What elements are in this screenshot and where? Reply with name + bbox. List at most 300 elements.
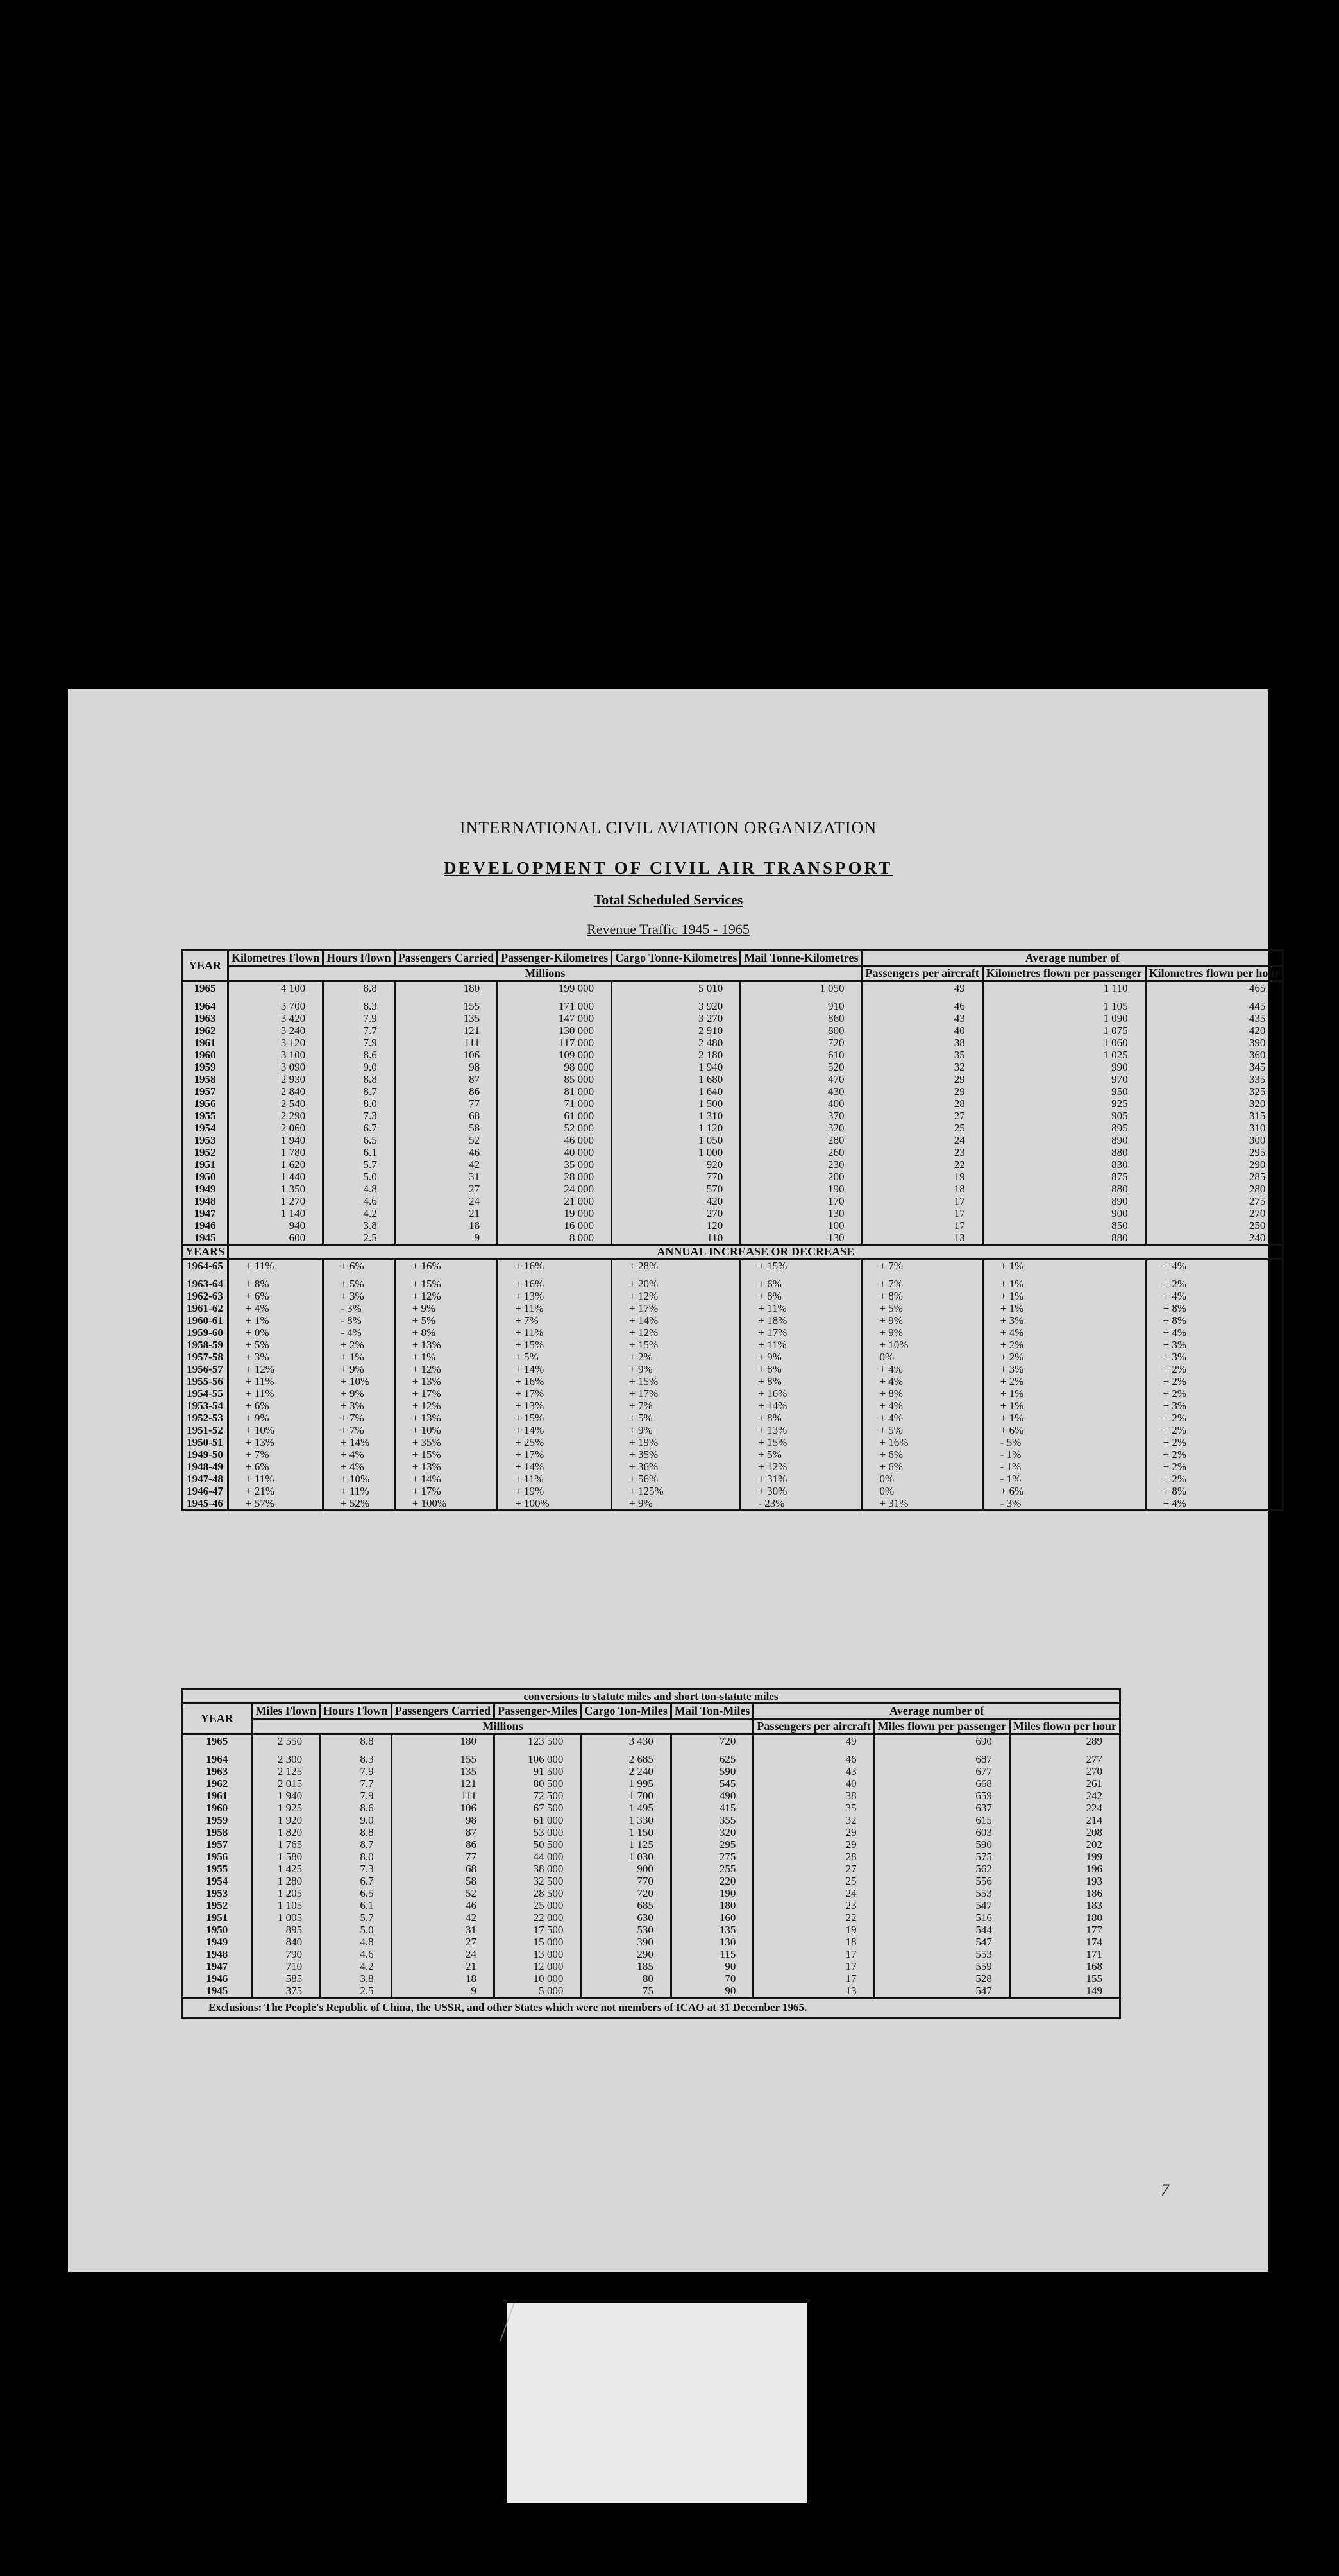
table-cell: 17 (862, 1219, 982, 1232)
table-cell: 85 000 (498, 1073, 612, 1085)
row-year: 1952 (182, 1899, 253, 1911)
table-cell: + 9% (323, 1387, 395, 1400)
document-subtitle-years: Revenue Traffic 1945 - 1965 (587, 921, 750, 937)
table-cell: 2 480 (612, 1037, 741, 1049)
table-cell: + 8% (862, 1290, 982, 1302)
table-cell: 430 (741, 1085, 862, 1097)
table-cell: 19 (862, 1171, 982, 1183)
table-cell: + 15% (612, 1339, 741, 1351)
table-cell: + 3% (323, 1290, 395, 1302)
table-cell: 4.8 (323, 1183, 395, 1195)
table-cell: + 7% (862, 1259, 982, 1273)
table-cell: 5.0 (320, 1924, 392, 1936)
table-cell: + 1% (323, 1351, 395, 1363)
table-cell: + 13% (741, 1424, 862, 1436)
table-row (182, 1387, 1283, 1400)
table-cell: 86 (391, 1838, 494, 1851)
row-year: 1949 (182, 1183, 228, 1195)
table-cell: 880 (982, 1232, 1145, 1245)
col-header-miles-per-hour: Miles flown per hour (1009, 1719, 1120, 1734)
table-cell: - 1% (982, 1448, 1145, 1461)
table-cell: 29 (862, 1085, 982, 1097)
table-row (182, 1734, 1120, 1748)
table-row (182, 1838, 1120, 1851)
row-year: 1962 (182, 1777, 253, 1790)
table-cell: + 4% (1145, 1259, 1283, 1273)
table-cell: + 13% (228, 1436, 323, 1448)
table-cell: 1 005 (252, 1911, 320, 1924)
table-cell: + 4% (1145, 1497, 1283, 1511)
table-cell: + 4% (323, 1461, 395, 1473)
table-cell: - 1% (982, 1473, 1145, 1485)
table-cell: + 3% (228, 1351, 323, 1363)
table-cell: 22 (754, 1911, 874, 1924)
table-cell: + 6% (228, 1461, 323, 1473)
table-row (182, 1085, 1283, 1097)
table-cell: + 9% (612, 1363, 741, 1375)
table-cell: 3 700 (228, 1000, 323, 1012)
table-cell: + 6% (982, 1424, 1145, 1436)
table-cell: 490 (671, 1790, 754, 1802)
table-cell: 285 (1145, 1171, 1283, 1183)
spacer-cell (182, 1747, 253, 1753)
spacer-cell (498, 994, 612, 1000)
table-cell: 15 000 (494, 1936, 581, 1948)
row-year: 1955 (182, 1863, 253, 1875)
revenue-traffic-table (181, 949, 1284, 1511)
table-cell: 0% (862, 1473, 982, 1485)
table-cell: + 125% (612, 1485, 741, 1497)
table-cell: + 2% (1145, 1461, 1283, 1473)
table-cell: + 2% (1145, 1424, 1283, 1436)
table-cell: + 15% (741, 1259, 862, 1273)
table-row (182, 1826, 1120, 1838)
table-cell: 1 060 (982, 1037, 1145, 1049)
table-cell: 86 (394, 1085, 497, 1097)
spacer-cell (671, 1747, 754, 1753)
row-year: 1948 (182, 1195, 228, 1207)
table-cell: 90 (671, 1985, 754, 1998)
table-cell: + 2% (1145, 1387, 1283, 1400)
table-row (182, 1061, 1283, 1073)
row-year: 1957-58 (182, 1351, 228, 1363)
table-cell: + 13% (394, 1375, 497, 1387)
table-cell: 130 (741, 1232, 862, 1245)
table-cell: 35 (754, 1802, 874, 1814)
spacer-cell (982, 1272, 1145, 1278)
table-cell: 7.3 (320, 1863, 392, 1875)
col-header-passengers: Passengers Carried (394, 951, 497, 966)
table-cell: 2 550 (252, 1734, 320, 1748)
spacer-cell (754, 1747, 874, 1753)
table-row (182, 1351, 1283, 1363)
table-cell: + 57% (228, 1497, 323, 1511)
table-cell: 1 330 (581, 1814, 671, 1826)
table-row (182, 1049, 1283, 1061)
spacer-cell (182, 1272, 228, 1278)
table-cell: 8.3 (323, 1000, 395, 1012)
table-cell: 1 105 (982, 1000, 1145, 1012)
table-cell: 320 (671, 1826, 754, 1838)
table-cell: + 5% (741, 1448, 862, 1461)
table-cell: + 15% (741, 1436, 862, 1448)
table-cell: + 100% (498, 1497, 612, 1511)
table-row (182, 1790, 1120, 1802)
table-cell: 149 (1009, 1985, 1120, 1998)
table-cell: + 14% (394, 1473, 497, 1485)
table-cell: 77 (394, 1097, 497, 1110)
table-cell: 68 (391, 1863, 494, 1875)
table-cell: 25 (862, 1122, 982, 1134)
table-cell: 710 (252, 1960, 320, 1972)
table-row (182, 1259, 1283, 1273)
units-label: Millions (228, 966, 862, 981)
table-cell: 553 (874, 1887, 1009, 1899)
table-cell: 668 (874, 1777, 1009, 1790)
table-row (182, 1290, 1283, 1302)
table-cell: + 10% (323, 1473, 395, 1485)
table-cell: 677 (874, 1765, 1009, 1777)
table-cell: + 11% (498, 1326, 612, 1339)
table-cell: 1 090 (982, 1012, 1145, 1024)
table-cell: + 1% (982, 1290, 1145, 1302)
table-cell: 1 700 (581, 1790, 671, 1802)
table-cell: 659 (874, 1790, 1009, 1802)
table-cell: 3 430 (581, 1734, 671, 1748)
table-cell: + 12% (394, 1363, 497, 1375)
table-cell: 38 (754, 1790, 874, 1802)
annual-change-rows (182, 1259, 1283, 1511)
table-cell: 224 (1009, 1802, 1120, 1814)
table-cell: 1 580 (252, 1851, 320, 1863)
table-cell: + 16% (498, 1278, 612, 1290)
table-cell: + 15% (612, 1375, 741, 1387)
table-row (182, 1863, 1120, 1875)
table-cell: 3.8 (323, 1219, 395, 1232)
table-cell: 990 (982, 1061, 1145, 1073)
table-cell: 160 (671, 1911, 754, 1924)
table-cell: + 2% (1145, 1436, 1283, 1448)
table-cell: 16 000 (498, 1219, 612, 1232)
table-cell: 1 680 (612, 1073, 741, 1085)
table-cell: 2 685 (581, 1753, 671, 1765)
table-cell: + 4% (1145, 1290, 1283, 1302)
col-header-km-per-hour: Kilometres flown per hour (1145, 966, 1283, 981)
table-cell: 895 (982, 1122, 1145, 1134)
table-cell: + 4% (862, 1363, 982, 1375)
table-cell: 58 (391, 1875, 494, 1887)
table-cell: 275 (1145, 1195, 1283, 1207)
spacer-cell (581, 1747, 671, 1753)
years-label: YEARS (182, 1245, 228, 1259)
table-cell: 1 425 (252, 1863, 320, 1875)
table-cell: 290 (1145, 1158, 1283, 1171)
row-year: 1947-48 (182, 1473, 228, 1485)
table-cell: + 17% (612, 1302, 741, 1314)
table-cell: + 5% (323, 1278, 395, 1290)
table-cell: 290 (581, 1948, 671, 1960)
col-header-year-2: YEAR (182, 1704, 253, 1734)
table-cell: + 17% (498, 1387, 612, 1400)
table-cell: 46 000 (498, 1134, 612, 1146)
table-cell: 100 (741, 1219, 862, 1232)
table-cell: 8.7 (320, 1838, 392, 1851)
document-page (68, 689, 1280, 2272)
table-cell: 310 (1145, 1122, 1283, 1134)
table-row (182, 1899, 1120, 1911)
table-cell: 4.6 (320, 1948, 392, 1960)
table-cell: + 17% (498, 1448, 612, 1461)
table-cell: 925 (982, 1097, 1145, 1110)
table-cell: 43 (862, 1012, 982, 1024)
table-cell: 5 010 (612, 981, 741, 995)
table-cell: 77 (391, 1851, 494, 1863)
table-cell: 18 (391, 1972, 494, 1985)
table-row (182, 1195, 1283, 1207)
row-spacer (182, 1747, 1120, 1753)
table-cell: 1 780 (228, 1146, 323, 1158)
table-cell: + 17% (394, 1485, 497, 1497)
row-year: 1955-56 (182, 1375, 228, 1387)
table-cell: 355 (671, 1814, 754, 1826)
row-year: 1963-64 (182, 1278, 228, 1290)
table-row (182, 1887, 1120, 1899)
table-cell: 24 (391, 1948, 494, 1960)
spacer-cell (612, 994, 741, 1000)
table-cell: 1 075 (982, 1024, 1145, 1037)
table-cell: 547 (874, 1985, 1009, 1998)
table-cell: + 12% (228, 1363, 323, 1375)
table-cell: 19 (754, 1924, 874, 1936)
table-cell: + 2% (1145, 1412, 1283, 1424)
table-cell: 9 (391, 1985, 494, 1998)
row-year: 1964 (182, 1753, 253, 1765)
table-cell: 111 (391, 1790, 494, 1802)
table-cell: 1 205 (252, 1887, 320, 1899)
row-year: 1963 (182, 1012, 228, 1024)
table-cell: 375 (252, 1985, 320, 1998)
table-cell: + 8% (1145, 1302, 1283, 1314)
table-row (182, 1424, 1283, 1436)
table-cell: 240 (1145, 1232, 1283, 1245)
table-cell: 130 (671, 1936, 754, 1948)
card-fold-mark (500, 2303, 541, 2341)
col-header-year: YEAR (182, 951, 228, 981)
table-cell: 1 995 (581, 1777, 671, 1790)
table-row (182, 1171, 1283, 1183)
table-cell: + 19% (612, 1436, 741, 1448)
table-cell: 27 (862, 1110, 982, 1122)
row-year: 1947 (182, 1960, 253, 1972)
table-cell: + 12% (612, 1290, 741, 1302)
table-cell: 214 (1009, 1814, 1120, 1826)
table-cell: 75 (581, 1985, 671, 1998)
table-cell: 4.6 (323, 1195, 395, 1207)
table-cell: 2 840 (228, 1085, 323, 1097)
table-cell: 68 (394, 1110, 497, 1122)
row-year: 1961 (182, 1037, 228, 1049)
row-year: 1949-50 (182, 1448, 228, 1461)
table-cell: + 30% (741, 1485, 862, 1497)
table-row (182, 1436, 1283, 1448)
table-cell: 1 350 (228, 1183, 323, 1195)
table-cell: + 3% (1145, 1400, 1283, 1412)
table-cell: 920 (612, 1158, 741, 1171)
table-cell: 1 925 (252, 1802, 320, 1814)
table-cell: 300 (1145, 1134, 1283, 1146)
table-cell: 370 (741, 1110, 862, 1122)
table-cell: 1 125 (581, 1838, 671, 1851)
table-cell: 2 300 (252, 1753, 320, 1765)
table-cell: + 16% (862, 1436, 982, 1448)
table-cell: + 10% (394, 1424, 497, 1436)
spacer-cell (741, 1272, 862, 1278)
table-cell: 53 000 (494, 1826, 581, 1838)
table-cell: 42 (391, 1911, 494, 1924)
table-row (182, 1326, 1283, 1339)
col-header-average-group: Average number of (862, 951, 1283, 966)
row-year: 1946 (182, 1219, 228, 1232)
table-cell: 130 (741, 1207, 862, 1219)
table-cell: - 4% (323, 1326, 395, 1339)
table-cell: + 4% (982, 1326, 1145, 1339)
table-cell: 830 (982, 1158, 1145, 1171)
table-cell: + 35% (612, 1448, 741, 1461)
table-cell: + 11% (228, 1473, 323, 1485)
table-cell: 1 120 (612, 1122, 741, 1134)
table-cell: + 11% (498, 1302, 612, 1314)
table-cell: + 13% (394, 1339, 497, 1351)
table-cell: 193 (1009, 1875, 1120, 1887)
table-cell: 202 (1009, 1838, 1120, 1851)
table-cell: 3 100 (228, 1049, 323, 1061)
table-cell: 1 940 (612, 1061, 741, 1073)
spacer-cell (1009, 1747, 1120, 1753)
row-year: 1959 (182, 1061, 228, 1073)
table-cell: 18 (394, 1219, 497, 1232)
table-cell: 24 (394, 1195, 497, 1207)
col-header-mail-ton-miles: Mail Ton-Miles (671, 1704, 754, 1719)
table-cell: 242 (1009, 1790, 1120, 1802)
table-cell: 575 (874, 1851, 1009, 1863)
table-cell: + 14% (612, 1314, 741, 1326)
table-cell: 21 (391, 1960, 494, 1972)
table-cell: + 19% (498, 1485, 612, 1497)
table-cell: 415 (671, 1802, 754, 1814)
table-cell: 180 (391, 1734, 494, 1748)
table-cell: + 11% (228, 1375, 323, 1387)
table-cell: + 2% (1145, 1448, 1283, 1461)
table-cell: + 1% (982, 1259, 1145, 1273)
table-cell: + 21% (228, 1485, 323, 1497)
col-header-km-flown: Kilometres Flown (228, 951, 323, 966)
row-year: 1958-59 (182, 1339, 228, 1351)
table-cell: 40 (862, 1024, 982, 1037)
table-cell: 42 (394, 1158, 497, 1171)
table-cell: + 7% (323, 1412, 395, 1424)
table-cell: + 1% (982, 1302, 1145, 1314)
table-cell: 1 140 (228, 1207, 323, 1219)
table-cell: 685 (581, 1899, 671, 1911)
spacer-cell (874, 1747, 1009, 1753)
table-cell: + 8% (394, 1326, 497, 1339)
table-cell: + 2% (323, 1339, 395, 1351)
table-cell: 970 (982, 1073, 1145, 1085)
table-row (182, 1146, 1283, 1158)
table-cell: 8.8 (320, 1734, 392, 1748)
organization-name: INTERNATIONAL CIVIL AVIATION ORGANIZATION (459, 818, 877, 837)
table-cell: 1 920 (252, 1814, 320, 1826)
table-row (182, 1985, 1120, 1998)
table-row (182, 1448, 1283, 1461)
table-cell: 2 125 (252, 1765, 320, 1777)
table-cell: + 12% (394, 1290, 497, 1302)
table-cell: 21 000 (498, 1195, 612, 1207)
table-cell: + 5% (862, 1424, 982, 1436)
table-cell: 1 820 (252, 1826, 320, 1838)
table-cell: 80 (581, 1972, 671, 1985)
table-cell: 2.5 (320, 1985, 392, 1998)
table-cell: 562 (874, 1863, 1009, 1875)
table-cell: 270 (1009, 1765, 1120, 1777)
table-cell: 1 440 (228, 1171, 323, 1183)
table-cell: 2 930 (228, 1073, 323, 1085)
table-cell: + 11% (323, 1485, 395, 1497)
table-cell: 17 (754, 1960, 874, 1972)
units-label-2: Millions (252, 1719, 754, 1734)
table-cell: + 8% (741, 1363, 862, 1375)
table-cell: 4.8 (320, 1936, 392, 1948)
table-cell: 80 500 (494, 1777, 581, 1790)
row-year: 1954 (182, 1122, 228, 1134)
table-cell: 2 060 (228, 1122, 323, 1134)
spacer-cell (320, 1747, 392, 1753)
table-cell: 950 (982, 1085, 1145, 1097)
table-cell: 17 500 (494, 1924, 581, 1936)
row-year: 1954 (182, 1875, 253, 1887)
table-cell: 177 (1009, 1924, 1120, 1936)
table-cell: 3.8 (320, 1972, 392, 1985)
table-cell: 106 000 (494, 1753, 581, 1765)
table-cell: + 28% (612, 1259, 741, 1273)
table-cell: + 9% (323, 1363, 395, 1375)
table-cell: 1 050 (612, 1134, 741, 1146)
table-cell: 940 (228, 1219, 323, 1232)
col-header-cargo-ton-miles: Cargo Ton-Miles (581, 1704, 671, 1719)
table-cell: 8.8 (323, 1073, 395, 1085)
table-cell: + 4% (862, 1400, 982, 1412)
table-cell: 7.7 (323, 1024, 395, 1037)
table-cell: 28 500 (494, 1887, 581, 1899)
table-cell: + 5% (228, 1339, 323, 1351)
table-cell: 174 (1009, 1936, 1120, 1948)
table-cell: 49 (754, 1734, 874, 1748)
table-cell: + 16% (394, 1259, 497, 1273)
table-cell: + 8% (741, 1412, 862, 1424)
row-year: 1950-51 (182, 1436, 228, 1448)
col-header-miles-flown: Miles Flown (252, 1704, 320, 1719)
table-cell: + 56% (612, 1473, 741, 1485)
table-row (182, 1412, 1283, 1424)
table-cell: + 13% (498, 1290, 612, 1302)
table-cell: + 35% (394, 1436, 497, 1448)
col-header-passengers-2: Passengers Carried (391, 1704, 494, 1719)
table-cell: + 9% (862, 1314, 982, 1326)
exclusions-note: Exclusions: The People's Republic of China, the USSR, and other States which were not members of ICAO at 31 December 1965. (182, 1998, 1120, 2018)
table-cell: 1 050 (741, 981, 862, 995)
table-cell: 38 (862, 1037, 982, 1049)
table-cell: 615 (874, 1814, 1009, 1826)
